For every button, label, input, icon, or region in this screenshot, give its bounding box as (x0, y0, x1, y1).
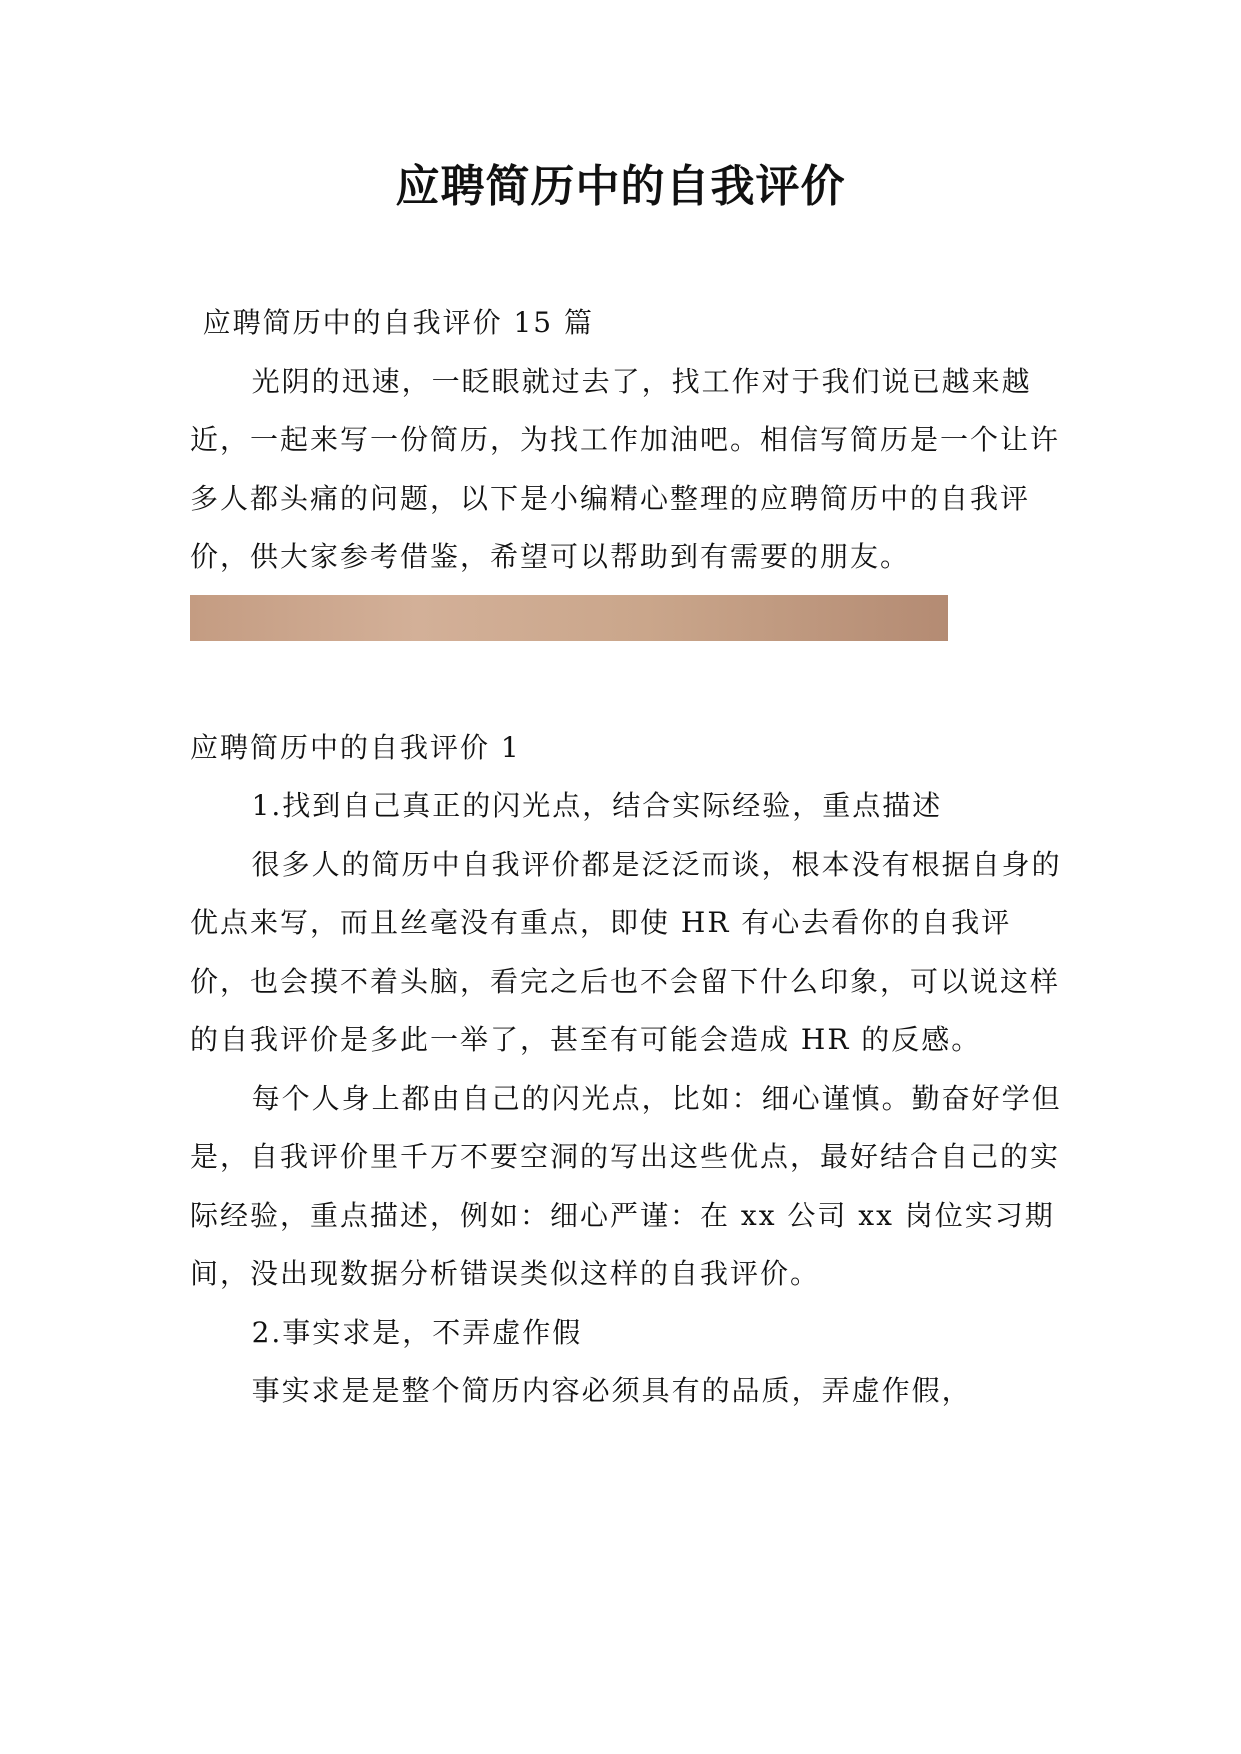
point2-heading: 2.事实求是，不弄虚作假 (251, 1315, 583, 1349)
wood-texture-image (190, 595, 948, 641)
document-subtitle: 应聘简历中的自我评价 15 篇 (202, 306, 595, 339)
intro-paragraph: 光阴的迅速，一眨眼就过去了，找工作对于我们说已越来越近，一起来写一份简历，为找工作加油吧。相信写简历是一个让许多人都头痛的问题，以下是小编精心整理的应聘简历中的自我评价，供大家参考借鉴，希望可以帮助到有需要的朋友。 (190, 364, 1061, 573)
spacer (190, 641, 1062, 719)
document-title: 应聘简历中的自我评价 (395, 161, 846, 212)
paragraph-3: 事实求是是整个简历内容必须具有的品质，弄虚作假， (251, 1374, 972, 1407)
paragraph-2: 每个人身上都由自己的闪光点，比如：细心谨慎。勤奋好学但是，自我评价里千万不要空洞的写出这些优点，最好结合自己的实际经验，重点描述，例如：细心严谨：在 xx 公司 xx 岗位实习期间，没出现数据分析错误类似这样的自我评价。 (190, 1081, 1062, 1290)
paragraph-1: 很多人的简历中自我评价都是泛泛而谈，根本没有根据自身的优点来写，而且丝毫没有重点，即使 HR 有心去看你的自我评价，也会摸不着头脑，看完之后也不会留下什么印象，可以说这样的自我评价是多此一举了，甚至有可能会造成 HR 的反感。 (190, 847, 1062, 1056)
section-title: 应聘简历中的自我评价 1 (190, 730, 521, 764)
document-body (190, 294, 1062, 1421)
point1-heading: 1.找到自己真正的闪光点，结合实际经验，重点描述 (251, 789, 943, 822)
